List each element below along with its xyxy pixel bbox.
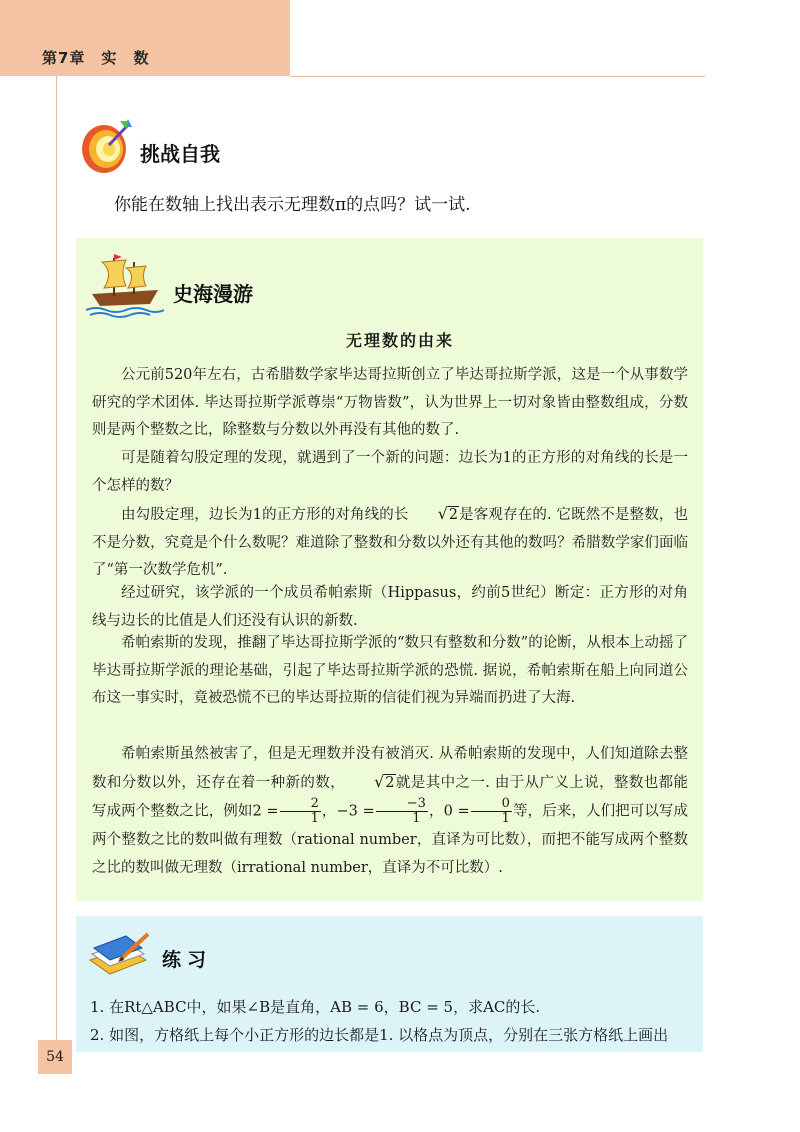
- sailing-ship-icon: [86, 250, 164, 318]
- history-title: 史海漫游: [173, 282, 253, 306]
- practice-title: 练习: [162, 949, 213, 971]
- paragraph-1: 公元前520年左右，古希腊数学家毕达哥拉斯创立了毕达哥拉斯学派，这是一个从事数学研究的学术团体. 毕达哥拉斯学派尊崇“万物皆数”，认为世界上一切对象皆由整数组成，分数则是两个整数之比，除整数与分数以外再没有其他的数了.: [92, 367, 688, 438]
- fraction-0-1: $\frac{0}{1}$: [471, 797, 512, 826]
- exercise-1: 1. 在Rt△ABC中，如果∠B是直角，AB = 6，BC = 5，求AC的长.: [90, 998, 541, 1016]
- paragraph-4: 经过研究，该学派的一个成员希帕索斯（Hippasus，约前5世纪）断定：正方形的对角线与边长的比值是人们还没有认识的新数.: [92, 585, 688, 629]
- target-icon: [76, 115, 134, 175]
- fraction-2-1: $\frac{2}{1}$: [280, 797, 321, 826]
- books-pencil-icon: [86, 930, 152, 980]
- paragraph-5: 希帕索斯的发现，推翻了毕达哥拉斯学派的“数只有整数和分数”的论断，从根本上动摇了毕达哥拉斯学派的理论基础，引起了毕达哥拉斯学派的恐慌. 据说，希帕索斯在船上向同道公布这一事实时，竟被恐慌不已的毕达哥拉斯的信徒们视为异端而扔进了大海.: [92, 635, 688, 706]
- sqrt-2: √2: [437, 504, 458, 523]
- paragraph-6: 希帕索斯虽然被害了，但是无理数并没有被消灭. 从希帕索斯的发现中，人们知道除去整数和分数以外，还存在着一种新的数， √2就是其中之一. 由于从广义上说，整数也都能写成两个整数之比，例如2 = $\frac{2}{1}$ ，−3 = $\frac{-3}{1}$ ，0 = $\frac{0}{1}$ 等，后来，人们把可以写成两个整数之比的数叫做有理数（rational number，直译为可比数），而把不能写成两个整数之比的数叫做无理数（irrational number，直译为不可比数）.: [92, 746, 689, 876]
- margin-rule: [56, 76, 57, 1041]
- challenge-question: 你能在数轴上找出表示无理数π的点吗？试一试.: [114, 195, 471, 215]
- exercise-2: 2. 如图，方格纸上每个小正方形的边长都是1. 以格点为顶点，分别在三张方格纸上画出: [90, 1026, 669, 1044]
- sqrt-2: √2: [374, 772, 395, 791]
- challenge-title: 挑战自我: [140, 142, 220, 166]
- page-number: 54: [38, 1040, 72, 1074]
- paragraph-2: 可是随着勾股定理的发现，就遇到了一个新的问题：边长为1的正方形的对角线的长是一个怎样的数？: [92, 450, 688, 494]
- fraction-neg3-1: $\frac{-3}{1}$: [376, 797, 428, 826]
- chapter-title: 第7章 实 数: [42, 49, 150, 67]
- article-title: 无理数的由来: [345, 331, 454, 350]
- header-rule: [290, 76, 705, 77]
- paragraph-3: 由勾股定理，边长为1的正方形的对角线的长 √2是客观存在的. 它既然不是整数，也不是分数，究竟是个什么数呢？难道除了整数和分数以外还有其他的数吗？希腊数学家们面临了“第一次数学危机”.: [92, 500, 688, 585]
